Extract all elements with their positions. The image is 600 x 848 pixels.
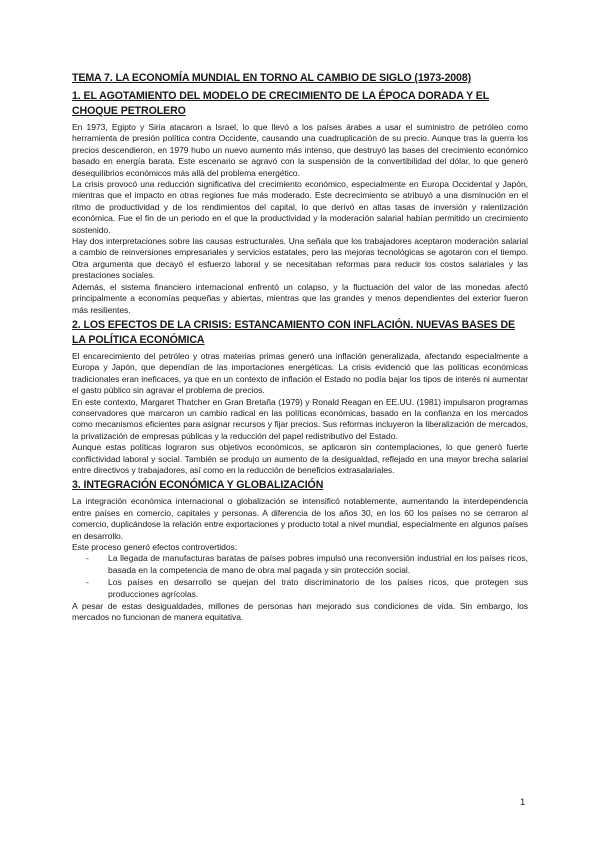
section-2-heading: 2. LOS EFECTOS DE LA CRISIS: ESTANCAMIENTO CON INFLACIÓN. NUEVAS BASES DE LA POLÍTICA ECONÓMICA bbox=[72, 318, 515, 346]
page-number: 1 bbox=[520, 797, 526, 808]
list-marker: - bbox=[86, 577, 89, 588]
section-1-heading: 1. EL AGOTAMIENTO DEL MODELO DE CRECIMIENTO DE LA ÉPOCA DORADA Y EL CHOQUE PETROLERO bbox=[72, 90, 490, 117]
document-page bbox=[72, 71, 528, 624]
section-1-paragraph-2: La crisis provocó una reducción significativa del crecimiento económico, especialmente en Europa Occidental y Japón, mientras que el impacto en otras regiones fue más moderado. Este decrecimiento se atribuyó a una disminución en el ritmo de productividad y de los rendimientos del capital, lo que derivó en altas tasas de inversión y ralentización económica. Fue el fin de un periodo en el que la productividad y la moderación salarial habían permitido un crecimiento sostenido. bbox=[72, 179, 528, 235]
section-3-paragraph-1: La integración económica internacional o globalización se intensificó notablemente, aumentando la interdependencia entre países en comercio, capitales y personas. A diferencia de los años 30, en los 60 los países no se cerraron al comercio, duplicándose la relación entre exportaciones y producto total a nivel mundial, especialmente en algunos países en desarrollo. bbox=[72, 496, 528, 541]
section-3-list bbox=[72, 553, 528, 600]
list-marker: - bbox=[86, 553, 89, 564]
section-1-paragraph-4: Además, el sistema financiero internacional enfrentó un colapso, y la fluctuación del valor de las monedas afectó principalmente a economías pequeñas y abiertas, mientras que las grandes y menos dependientes del exterior fueron más resilientes. bbox=[72, 281, 528, 315]
section-3-heading: 3. INTEGRACIÓN ECONÓMICA Y GLOBALIZACIÓN bbox=[72, 479, 324, 492]
section-3-paragraph-2: Este proceso generó efectos controvertidos: bbox=[72, 542, 238, 552]
section-1-paragraph-3: Hay dos interpretaciones sobre las causas estructurales. Una señala que los trabajadores aceptaron moderación salarial a cambio de reinversiones empresariales y servicios estatales, pero las mejoras tecnológicas se agotaron con el tiempo. Otra argumenta que decayó el esfuerzo laboral y se necesitaban reformas para reducir los costos salariales y las prestaciones sociales. bbox=[72, 236, 528, 281]
document-title: TEMA 7. LA ECONOMÍA MUNDIAL EN TORNO AL CAMBIO DE SIGLO (1973-2008) bbox=[72, 72, 472, 84]
list-item bbox=[72, 577, 528, 600]
section-2-paragraph-1: El encarecimiento del petróleo y otras materias primas generó una inflación generalizada, afectando especialmente a Europa y Japón, que dependían de las importaciones energéticas. La crisis evidenció que las políticas económicas tradicionales eran ineficaces, ya que en un contexto de inflación el Estado no podía bajar los tipos de interés ni aumentar el gasto público sin agravar el problema de precios. bbox=[72, 350, 528, 396]
section-2-paragraph-3: Aunque estas políticas lograron sus objetivos económicos, se aplicaron sin contemplaciones, lo que generó fuerte conflictividad laboral y social. También se produjo un aumento de la desigualdad, reflejado en una mayor brecha salarial entre directivos y trabajadores, así como en la reducción de beneficios extrasalariales. bbox=[72, 442, 528, 475]
section-2-paragraph-2: En este contexto, Margaret Thatcher en Gran Bretaña (1979) y Ronald Reagan en EE.UU. (1981) impulsaron programas conservadores que marcaron un cambio radical en las políticas económicas, basado en la confianza en los mercados como mecanismos eficientes para asignar recursos y fijar precios. Sus reformas incluyeron la liberalización de mercados, la privatización de empresas públicas y la reducción del papel redistributivo del Estado. bbox=[72, 396, 528, 441]
list-item bbox=[72, 553, 528, 576]
section-1-paragraph-1: En 1973, Egipto y Siria atacaron a Israel, lo que llevó a los países árabes a usar el suministro de petróleo como herramienta de presión política contra Occidente, causando una cuadruplicación de su precio. Aunque tras la guerra los precios descendieron, en 1979 hubo un nuevo aumento más intenso, que destruyó las bases del crecimiento económico basado en energía barata. Este escenario se agravó con la suspensión de la convertibilidad del dólar, lo que generó desequilibrios económicos más allá del problema energético. bbox=[72, 122, 528, 178]
list-item-text: Los países en desarrollo se quejan del trato discriminatorio de los países ricos, que protegen sus producciones agrícolas. bbox=[108, 577, 528, 599]
list-item-text: La llegada de manufacturas baratas de países pobres impulsó una reconversión industrial en los países ricos, basada en la competencia de mano de obra mal pagada y sin protección social. bbox=[108, 553, 528, 575]
section-3-closing: A pesar de estas desigualdades, millones de personas han mejorado sus condiciones de vida. Sin embargo, los mercados no funcionan de manera equitativa. bbox=[72, 601, 528, 623]
